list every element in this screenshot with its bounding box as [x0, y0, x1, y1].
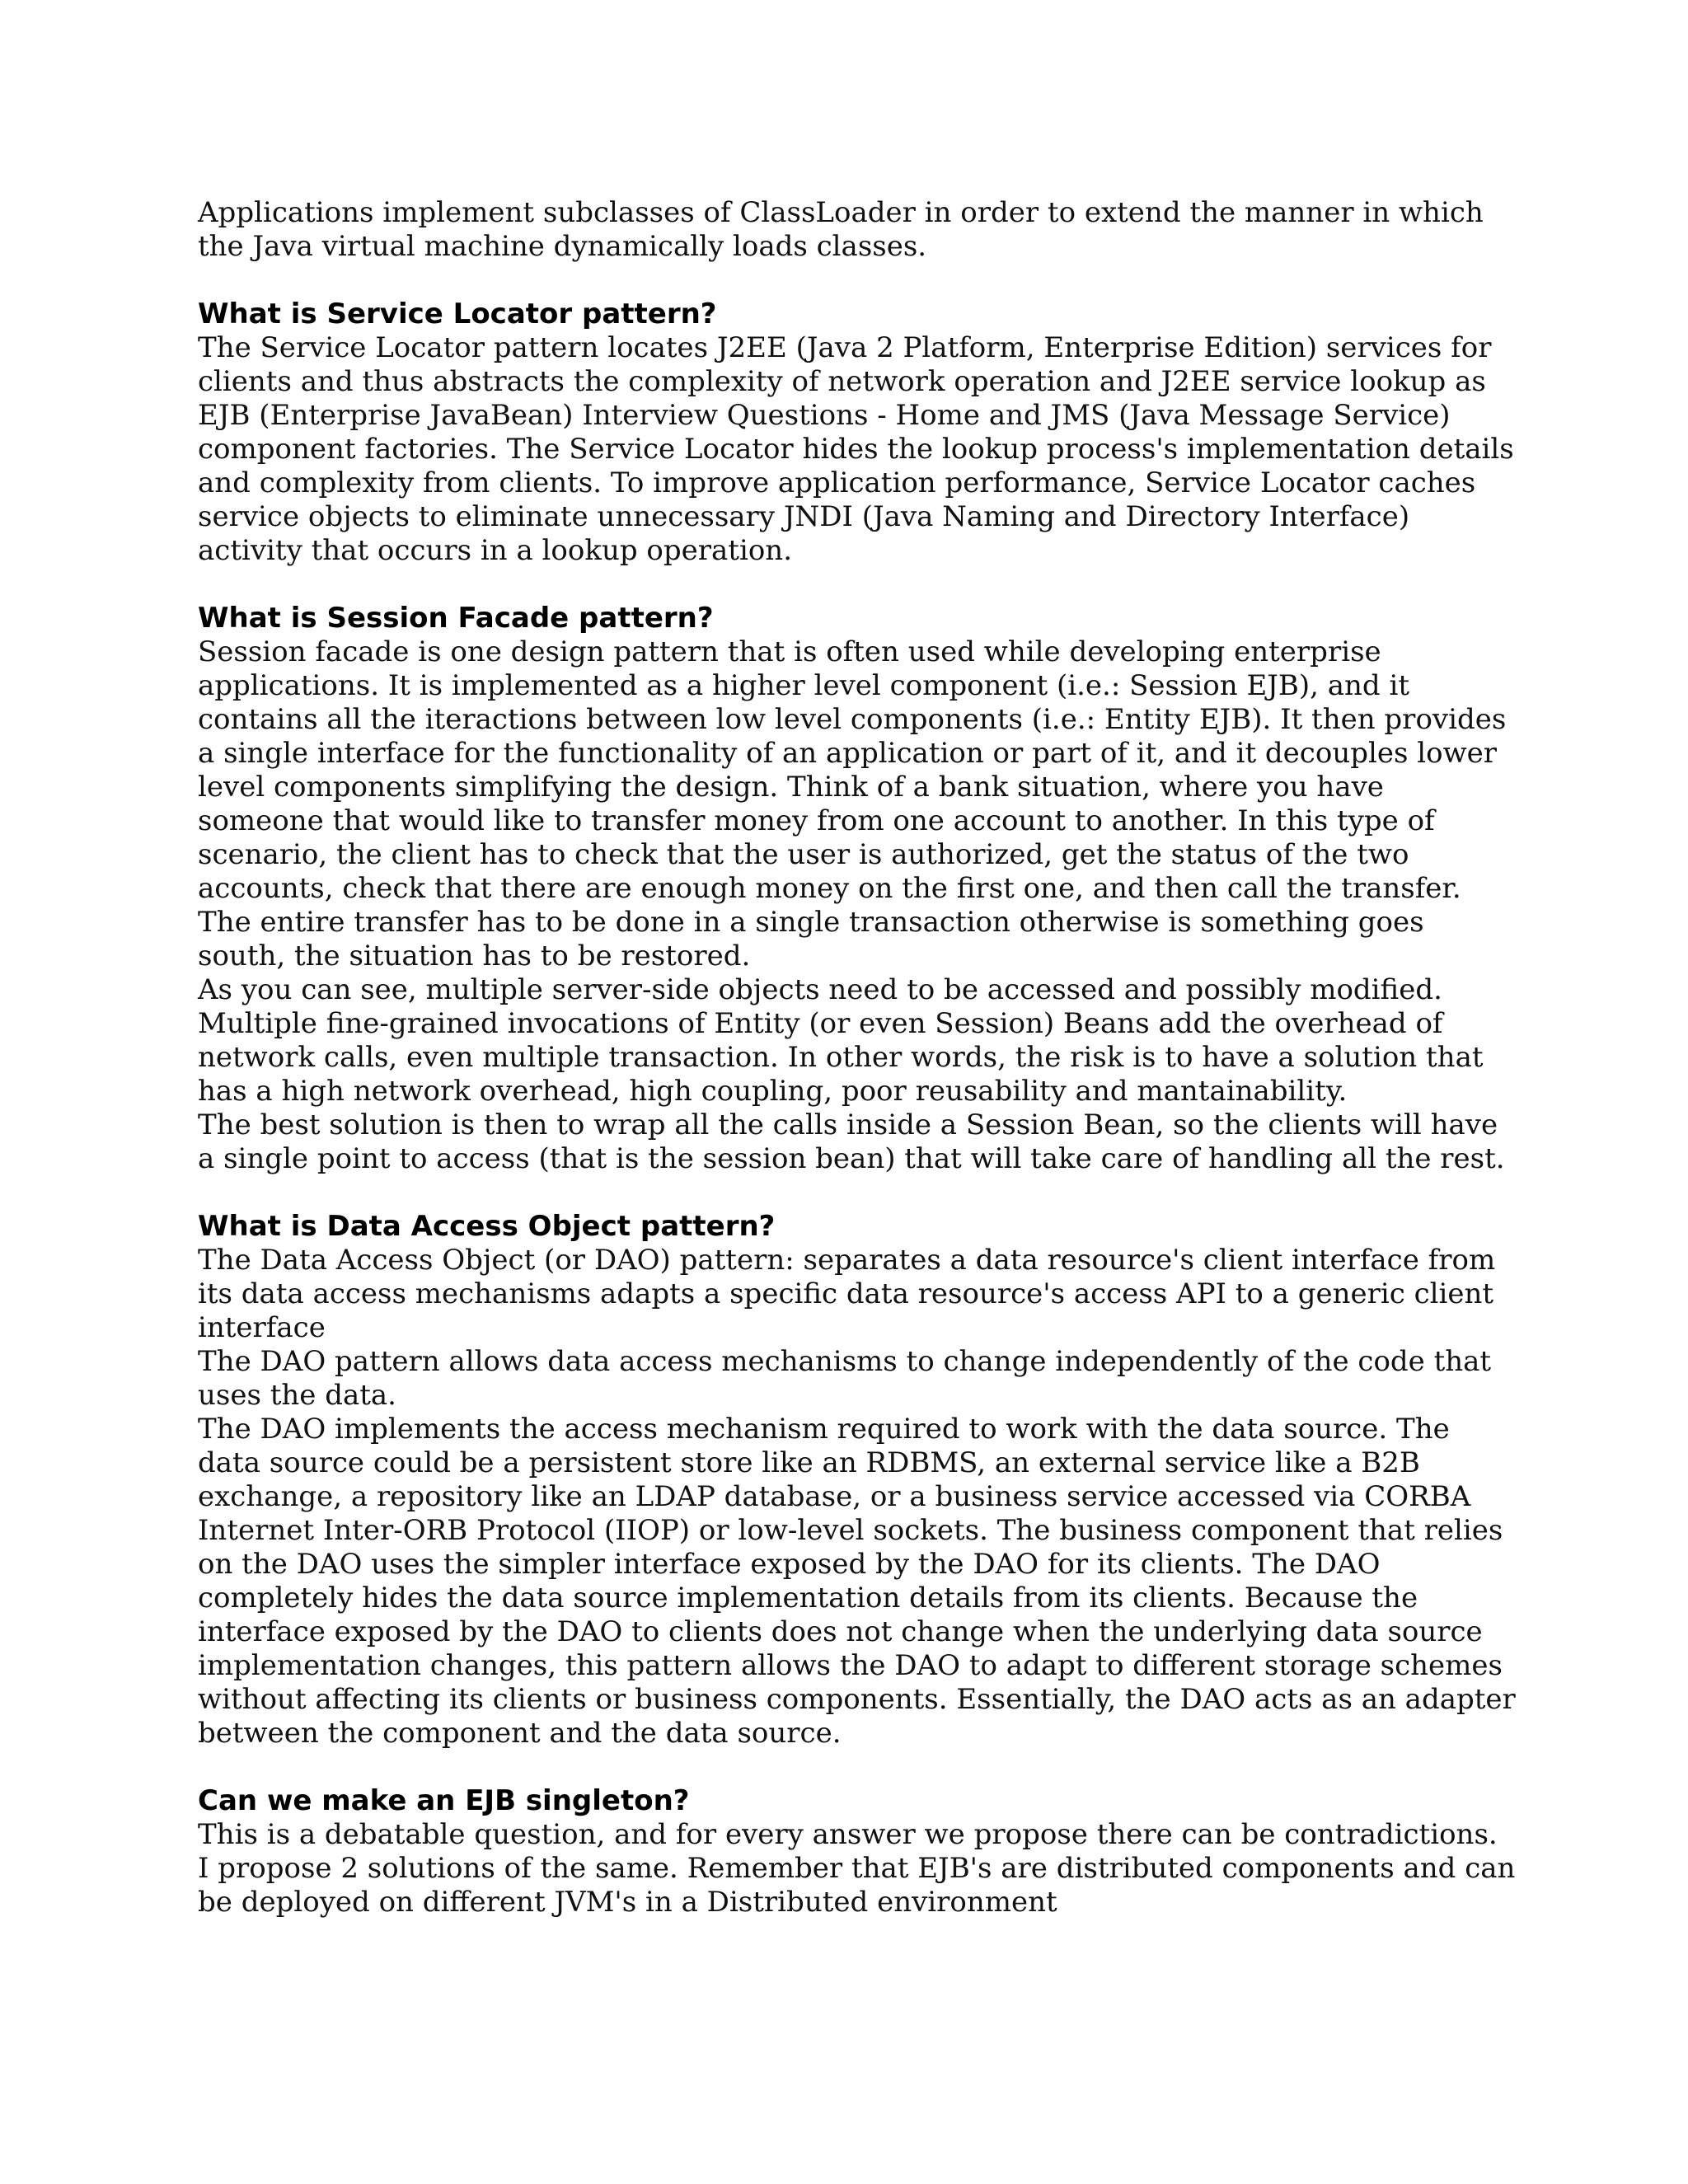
- section-service-locator: [198, 298, 1517, 568]
- section-heading: Can we make an EJB singleton?: [198, 1784, 690, 1817]
- section-heading: What is Service Locator pattern?: [198, 298, 717, 330]
- section-paragraph: The Service Locator pattern locates J2EE (Java 2 Platform, Enterprise Edition) services for clients and thus abstracts the complexity of network operation and J2EE service lookup as EJB (Enterprise JavaBean) Interview Questions - Home and JMS (Java Message Service) component factories. The Service Locator hides the lookup process's implementation details and complexity from clients. To improve application performance, Service Locator caches service objects to eliminate unnecessary JNDI (Java Naming and Directory Interface) activity that occurs in a lookup operation.: [198, 331, 1514, 567]
- intro-paragraph: Applications implement subclasses of ClassLoader in order to extend the manner in which the Java virtual machine dynamically loads classes.: [198, 196, 1484, 263]
- section-paragraph: Session facade is one design pattern that is often used while developing enterprise applications. It is implemented as a higher level component (i.e.: Session EJB), and it contains all the iteractions between low level components (i.e.: Entity EJB). It then provides a single interface for the functionality of an application or part of it, and it decouples lower level components simplifying the design. Think of a bank situation, where you have someone that would like to transfer money from one account to another. In this type of scenario, the client has to check that the user is authorized, get the status of the two accounts, check that there are enough money on the first one, and then call the transfer. The entire transfer has to be done in a single transaction otherwise is something goes south, the situation has to be restored.: [198, 635, 1507, 972]
- section-data-access-object: [198, 1210, 1517, 1750]
- section-gap: [198, 264, 1517, 298]
- section-gap: [198, 1176, 1517, 1210]
- section-paragraph: The best solution is then to wrap all the calls inside a Session Bean, so the clients will have a single point to access (that is the session bean) that will take care of handling all the rest.: [198, 1108, 1505, 1175]
- section-gap: [198, 568, 1517, 602]
- section-paragraph: The Data Access Object (or DAO) pattern: separates a data resource's client interface from its data access mechanisms adapts a specific data resource's access API to a generic client interface: [198, 1244, 1496, 1344]
- section-paragraph: The DAO implements the access mechanism required to work with the data source. The data source could be a persistent store like an RDBMS, an external service like a B2B exchange, a repository like an LDAP database, or a business service accessed via CORBA Internet Inter-ORB Protocol (IIOP) or low-level sockets. The business component that relies on the DAO uses the simpler interface exposed by the DAO for its clients. The DAO completely hides the data source implementation details from its clients. Because the interface exposed by the DAO to clients does not change when the underlying data source implementation changes, this pattern allows the DAO to adapt to different storage schemes without affecting its clients or business components. Essentially, the DAO acts as an adapter between the component and the data source.: [198, 1413, 1516, 1750]
- section-ejb-singleton: [198, 1784, 1517, 1919]
- section-heading: What is Session Facade pattern?: [198, 602, 714, 635]
- document-page: [198, 196, 1517, 1919]
- section-gap: [198, 1750, 1517, 1784]
- section-paragraph: This is a debatable question, and for every answer we propose there can be contradictions. I propose 2 solutions of the same. Remember that EJB's are distributed components and can be deployed on different JVM's in a Distributed environment: [198, 1818, 1516, 1919]
- section-paragraph: The DAO pattern allows data access mechanisms to change independently of the code that uses the data.: [198, 1345, 1492, 1412]
- section-session-facade: [198, 602, 1517, 1176]
- section-paragraph: As you can see, multiple server-side objects need to be accessed and possibly modified. Multiple fine-grained invocations of Entity (or even Session) Beans add the overhead of network calls, even multiple transaction. In other words, the risk is to have a solution that has a high network overhead, high coupling, poor reusability and mantainability.: [198, 973, 1484, 1108]
- section-heading: What is Data Access Object pattern?: [198, 1210, 776, 1243]
